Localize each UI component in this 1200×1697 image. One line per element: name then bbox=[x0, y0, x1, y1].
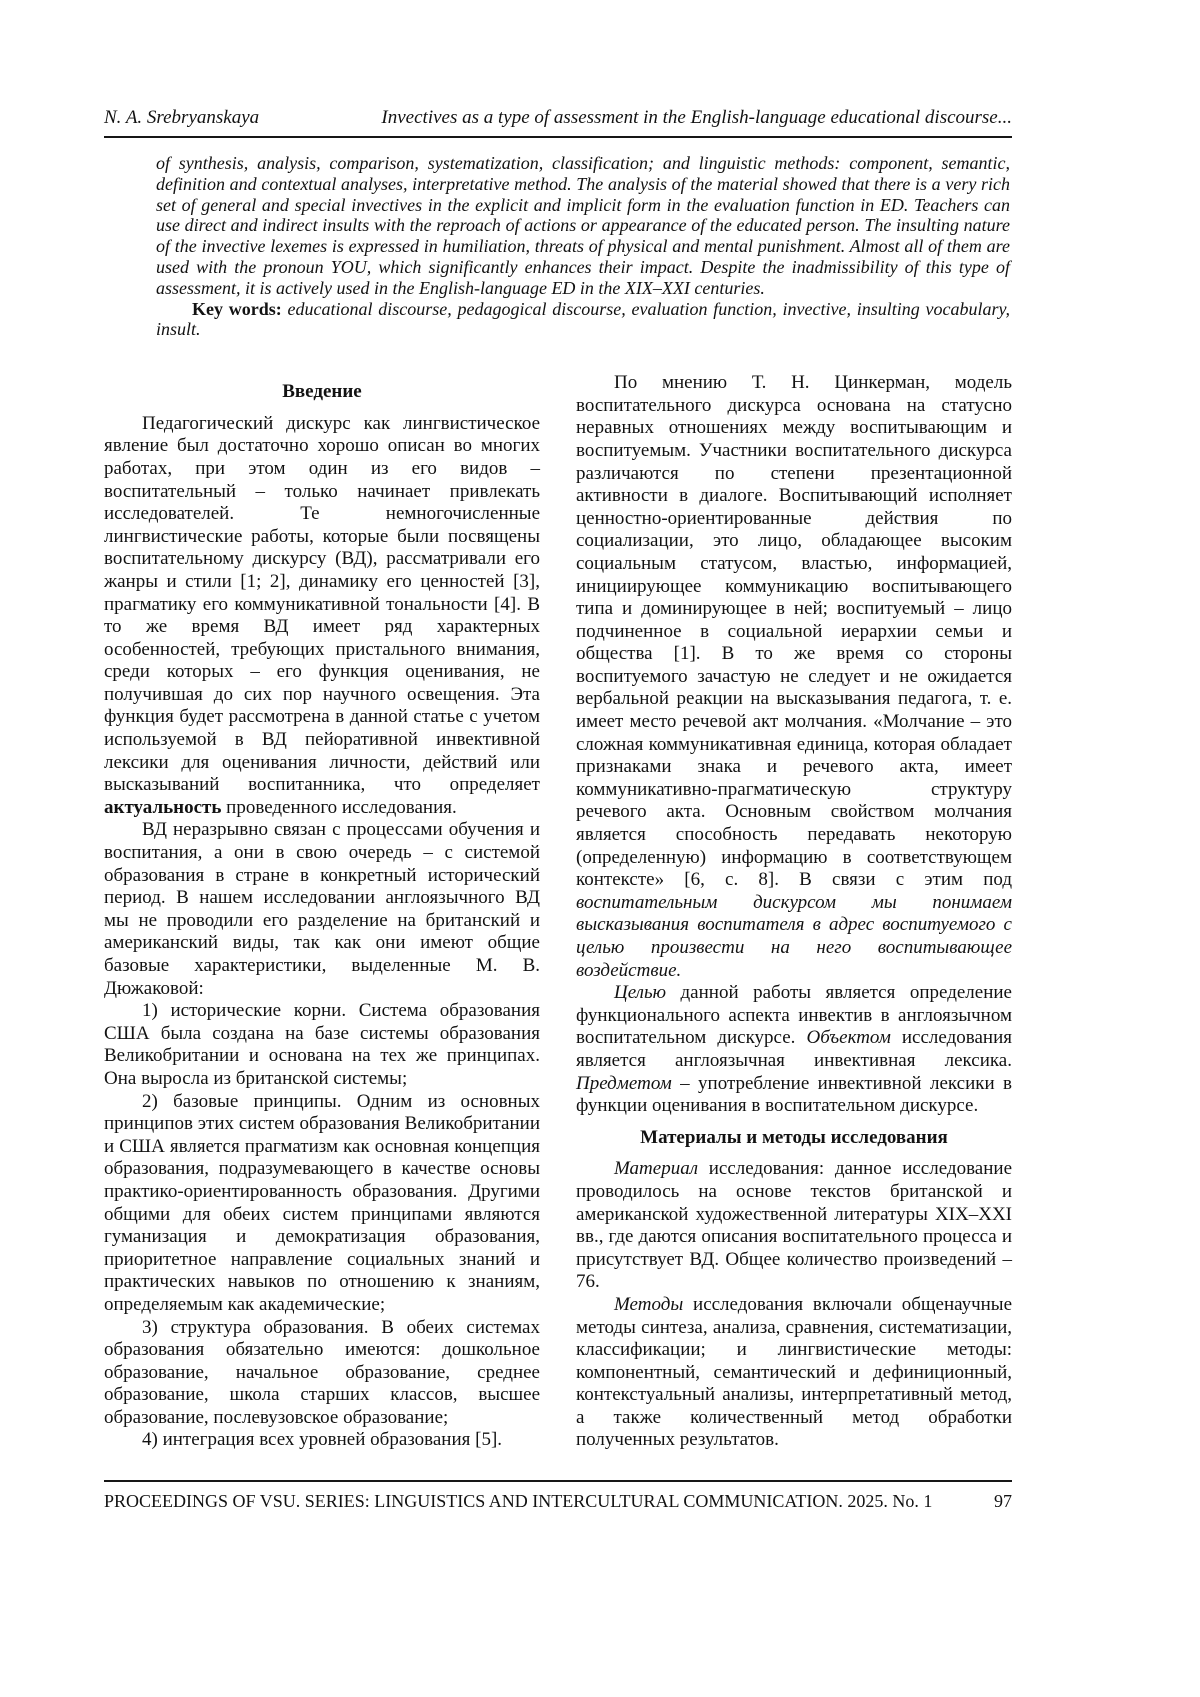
abstract-block bbox=[156, 153, 1010, 340]
paragraph-intro-2: ВД неразрывно связан с процессами обучения и воспитания, а они в свою очередь – с системой образования в стране в конкретный исторический период. В нашем исследовании англоязычного ВД мы не проводили его разделение на британский и американский виды, так как они имеют общие базовые характеристики, выделенные М. В. Дюжаковой: bbox=[104, 819, 540, 999]
paragraph-methods bbox=[576, 1294, 1012, 1452]
emphasis-italic-term: Методы bbox=[614, 1293, 684, 1315]
text-run: исследования является англоязычная инвективная лексика. bbox=[576, 1027, 1012, 1071]
paragraph-material bbox=[576, 1158, 1012, 1294]
numbered-item-3: 3) структура образования. В обеих системах образования обязательно имеются: дошкольное образование, начальное образование, среднее образование, школа старших классов, высшее образование, послевузовское образование; bbox=[104, 1316, 540, 1428]
emphasis-italic-term: Объектом bbox=[806, 1027, 891, 1049]
heading-materials-methods: Материалы и методы исследования bbox=[640, 1126, 948, 1148]
right-column bbox=[576, 372, 1012, 1452]
keywords-label: Key words: bbox=[192, 298, 282, 319]
emphasis-italic-term: Предметом bbox=[576, 1072, 672, 1094]
paragraph-right-1 bbox=[576, 372, 1012, 982]
journal-footer-text: PROCEEDINGS OF VSU. SERIES: LINGUISTICS AND INTERCULTURAL COMMUNICATION. 2025. No. 1 bbox=[104, 1491, 933, 1511]
keywords-text: educational discourse, pedagogical discourse, evaluation function, invective, insulting vocabulary, insult. bbox=[156, 298, 1010, 340]
running-header bbox=[104, 106, 1012, 129]
running-header-title: Invectives as a type of assessment in the English-language educational discourse... bbox=[381, 107, 1012, 128]
text-run: По мнению Т. Н. Цинкерман, модель воспитательного дискурса основана на статусно неравных отношениях между воспитывающим и воспитуемым. Участники воспитательного дискурса различаются по степени презентационной активности в диалоге. Воспитывающий исполняет ценностно-ориентированные действия по социализации, это лицо, обладающее высоким социальным статусом, властью, информацией, инициирующее коммуникацию воспитывающего типа и доминирующее в ней; воспитуемый – лицо подчиненное в социальной иерархии семьи и общества [1]. В то же время со стороны воспитуемого зачастую не следует и не ожидается вербальной реакции на высказывания педагога, т. е. имеет место речевой акт молчания. «Молчание – это сложная коммуникативная единица, которая обладает признаками знака и речевого акта, имеет коммуникативно-прагматическую структуру речевого акта. Основным свойством молчания является способность передавать некоторую (определенную) информацию в соответствующем контексте» [6, с. 8]. В связи с этим под bbox=[576, 372, 1012, 891]
text-run: исследования: данное исследование проводилось на основе текстов британской и американской художественной литературы XIX–XXI вв., где даются описания воспитательного процесса и присутствует ВД. Общее количество произведений – 76. bbox=[576, 1158, 1012, 1293]
page-number: 97 bbox=[994, 1491, 1012, 1511]
emphasis-italic-term: Целью bbox=[614, 982, 667, 1004]
page-footer bbox=[104, 1480, 1012, 1512]
emphasis-bold-keyword: актуальность bbox=[104, 796, 222, 818]
text-run: Педагогический дискурс как лингвистическое явление был достаточно хорошо описан во многих работах, при этом один из его видов – воспитательный – только начинает привлекать исследователей. Те немногочисленные лингвистические работы, которые были посвящены воспитательному дискурсу (ВД), рассматривали его жанры и стили [1; 2], динамику его ценностей [3], прагматику его коммуникативной тональности [4]. В то же время ВД имеет ряд характерных особенностей, требующих пристального внимания, среди которых – его функция оценивания, не получившая до сих пор научного освещения. Эта функция будет рассмотрена в данной статье с учетом используемой в ВД пейоративной инвективной лексики для оценивания личности, действий или высказываний воспитанника, что определяет bbox=[104, 412, 540, 796]
numbered-item-2: 2) базовые принципы. Одним из основных принципов этих систем образования Великобритании и США является прагматизм как основная концепция образования, подразумевающего в качестве основы практико-ориентированность образования. Другими общими для обеих систем принципами являются гуманизация и демократизация образования, приоритетное направление социальных знаний и практических навыков по отношению к знаниям, определяемым как академические; bbox=[104, 1090, 540, 1315]
running-header-author: N. A. Srebryanskaya bbox=[104, 107, 260, 128]
header-rule bbox=[104, 136, 1012, 138]
footer-rule bbox=[104, 1480, 1012, 1482]
text-run: проведенного исследования. bbox=[221, 796, 457, 818]
paragraph-aims bbox=[576, 982, 1012, 1118]
emphasis-italic-term: Материал bbox=[614, 1158, 698, 1180]
paragraph-intro-1 bbox=[104, 413, 540, 820]
numbered-item-1: 1) исторические корни. Система образования США была создана на базе системы образования Великобритании и основана на тех же принципах. Она выросла из британской системы; bbox=[104, 1000, 540, 1089]
text-run: исследования включали общенаучные методы синтеза, анализа, сравнения, систематизации, классификации; и лингвистические методы: компонентный, семантический и дефиниционный, контекстуальный анализы, интерпретативный метод, а также количественный метод обработки полученных результатов. bbox=[576, 1293, 1012, 1451]
footer-row bbox=[104, 1490, 1012, 1512]
numbered-item-4: 4) интеграция всех уровней образования [5]. bbox=[142, 1429, 503, 1451]
text-run: данной работы является определение функционального аспекта инвектив в англоязычном воспитательном дискурсе. bbox=[576, 982, 1012, 1049]
text-run: – употребление инвективной лексики в функции оценивания в воспитательном дискурсе. bbox=[576, 1072, 1012, 1117]
two-column-body bbox=[104, 372, 1012, 1452]
emphasis-italic-term: воспитательным дискурсом мы понимаем высказывания воспитателя в адрес воспитуемого с целью произвести на него воспитывающее воздействие. bbox=[576, 891, 1012, 981]
abstract-text: of synthesis, analysis, comparison, systematization, classification; and linguistic methods: component, semantic, definition and contextual analyses, interpretative method. The analysis of the material showed that there is a very rich set of general and special invectives in the explicit and implicit form in the evaluation function in ED. Teachers can use direct and indirect insults with the reproach of actions or appearance of the educated person. The insulting nature of the invective lexemes is expressed in humiliation, threats of physical and mental punishment. Almost all of them are used with the pronoun YOU, which significantly enhances their impact. Despite the inadmissibility of this type of assessment, it is actively used in the English-language ED in the XIX–XXI centuries. bbox=[156, 153, 1010, 298]
heading-introduction: Введение bbox=[282, 381, 362, 403]
abstract-keywords bbox=[156, 299, 1010, 341]
left-column bbox=[104, 372, 540, 1452]
